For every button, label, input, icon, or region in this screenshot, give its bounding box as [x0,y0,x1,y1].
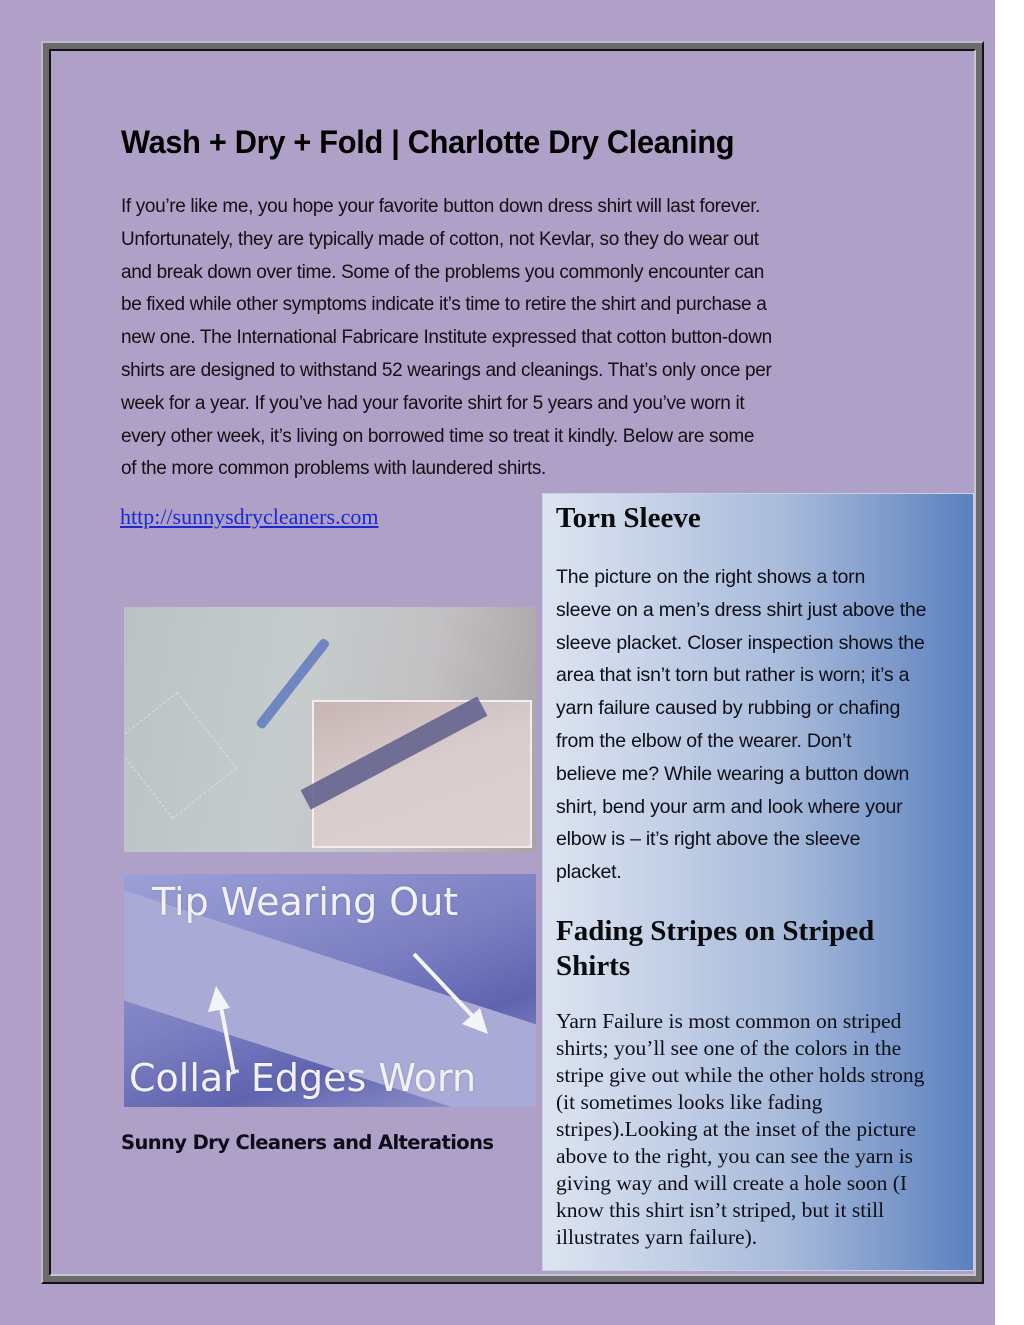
intro-line: Unfortunately, they are typically made of cotton, not Kevlar, so they do wear out [121,228,759,250]
business-name-caption: Sunny Dry Cleaners and Alterations [121,1131,494,1154]
paragraph-line: stripes).Looking at the inset of the picture [556,1117,917,1141]
paragraph-line: giving way and will create a hole soon (I [556,1171,908,1195]
torn-sleeve-image [124,607,536,852]
closeup-inset [312,700,532,848]
paragraph-line: Yarn Failure is most common on striped [556,1009,902,1033]
paragraph-line: sleeve placket. Closer inspection shows the [556,631,925,654]
paragraph-line: shirt, bend your arm and look where your [556,795,903,818]
paragraph-line: placket. [556,861,622,884]
paragraph-line: stripe give out while the other holds strong [556,1063,925,1087]
heading-line: Fading Stripes on Striped [556,915,875,947]
paragraph-line: shirts; you’ll see one of the colors in the [556,1036,902,1060]
paragraph-line: above to the right, you can see the yarn is [556,1144,914,1168]
intro-line: and break down over time. Some of the problems you commonly encounter can [121,261,764,283]
website-link[interactable]: http://sunnysdrycleaners.com [120,504,379,529]
paragraph-line: elbow is – it’s right above the sleeve [556,828,861,851]
page-title: Wash + Dry + Fold | Charlotte Dry Cleaning [121,124,735,160]
inset-worn-band [301,696,488,809]
intro-line: shirts are designed to withstand 52 wearings and cleanings. That’s only once per [121,359,772,381]
sidebar-panel [542,493,974,1271]
placket-shape [124,692,237,819]
intro-paragraph [121,191,921,486]
intro-line: week for a year. If you’ve had your favorite shirt for 5 years and you’ve worn it [121,392,745,414]
fading-stripes-heading [556,914,956,984]
intro-line: If you’re like me, you hope your favorite button down dress shirt will last forever. [121,196,761,217]
torn-sleeve-heading: Torn Sleeve [556,502,701,534]
paragraph-line: sleeve on a men’s dress shirt just above the [556,598,927,621]
collar-caption-bottom: Collar Edges Worn [129,1056,477,1100]
paragraph-line: yarn failure caused by rubbing or chafing [556,697,901,720]
intro-line: be fixed while other symptoms indicate it’s time to retire the shirt and purchase a [121,294,767,316]
paragraph-line: area that isn’t torn but rather is worn; it’s a [556,664,910,687]
paragraph-line: illustrates yarn failure). [556,1225,758,1249]
torn-sleeve-paragraph [556,561,976,889]
fading-stripes-paragraph [556,1008,976,1251]
paragraph-line: from the elbow of the wearer. Don’t [556,729,852,752]
intro-line: new one. The International Fabricare Institute expressed that cotton button-down [121,327,772,349]
paragraph-line: know this shirt isn’t striped, but it still [556,1198,885,1222]
intro-line: of the more common problems with laundered shirts. [121,458,546,480]
collar-caption-top: Tip Wearing Out [152,880,459,924]
paragraph-line: believe me? While wearing a button down [556,762,910,785]
paragraph-line: (it sometimes looks like fading [556,1090,823,1114]
heading-line: Shirts [556,950,631,982]
worn-collar-image [124,874,536,1107]
paragraph-line: The picture on the right shows a torn [556,566,866,588]
intro-line: every other week, it’s living on borrowed time so treat it kindly. Below are some [121,425,755,447]
